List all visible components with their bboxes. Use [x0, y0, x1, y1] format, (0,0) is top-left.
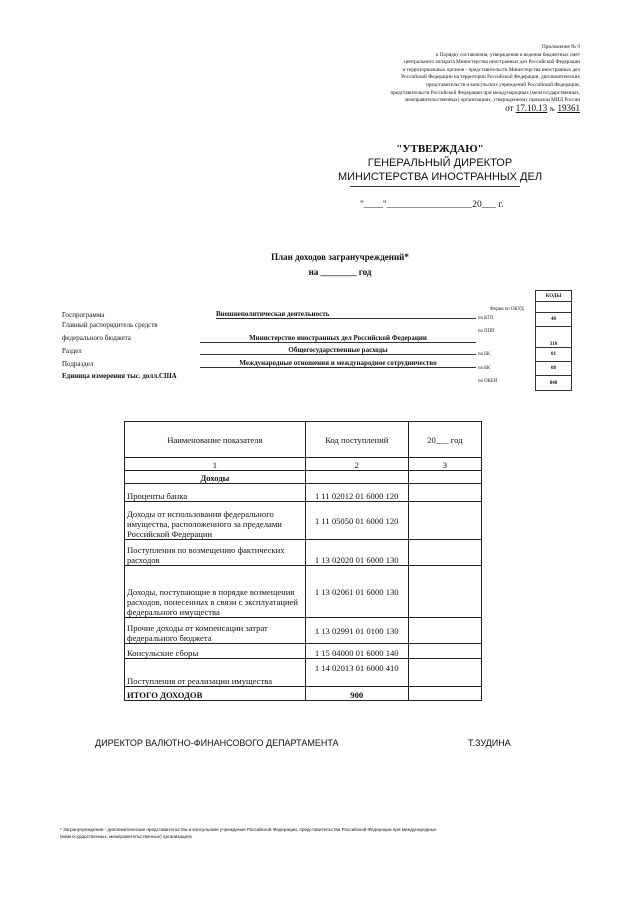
annex-line: к Порядку составления, утверждения и ведения бюджетных смет	[435, 51, 580, 58]
approval-position-1: ГЕНЕРАЛЬНЫЙ ДИРЕКТОР	[367, 157, 513, 169]
annex-number-prefix: №	[549, 106, 556, 113]
row-value	[408, 484, 481, 502]
table-row	[125, 644, 482, 659]
annex-date-prefix: от	[505, 102, 514, 113]
approval-date-line: "____"__________________20___ г.	[360, 200, 504, 210]
row-code: 1 11 02012 01 6000 120	[305, 484, 408, 502]
row-value	[408, 502, 481, 540]
approval-title: "УТВЕРЖДАЮ"	[396, 143, 484, 155]
code-cell	[536, 302, 572, 313]
annex-block	[300, 44, 580, 114]
row-value	[408, 644, 481, 659]
annex-line: и территориальных органов - представительств Министерства иностранных дел	[402, 66, 580, 73]
annex-line: Российской Федерации на территории Российской Федерации, дипломатических	[401, 74, 580, 81]
row-name: Проценты банка	[125, 484, 306, 502]
footnote-mark: *	[60, 827, 62, 832]
row-value	[408, 618, 481, 644]
table-header-row	[125, 422, 482, 458]
row-name: Консульские сборы	[125, 644, 306, 659]
column-number: 1	[125, 458, 306, 471]
code-label: по ОКЕИ	[478, 379, 498, 384]
signature-block	[95, 738, 520, 748]
annex-line: Приложение № 9	[542, 44, 580, 50]
column-number-row	[125, 458, 482, 471]
total-code: 900	[305, 687, 408, 701]
table-row	[125, 484, 482, 502]
subsection-label: Подраздел	[62, 360, 94, 368]
section-row	[125, 471, 482, 484]
row-name: Прочие доходы от компенсации затрат федерального бюджета	[125, 618, 306, 644]
code-label: по БК	[478, 352, 491, 357]
plan-title: План доходов загранучреждений*	[271, 252, 409, 262]
code-cell: 08	[536, 362, 572, 376]
codes-table	[535, 290, 572, 391]
total-label: ИТОГО ДОХОДОВ	[125, 687, 306, 701]
manager-label-2: федерального бюджета	[62, 334, 131, 342]
table-row	[125, 618, 482, 644]
annex-line: представительств Российской Федерации при международных (межгосударственных,	[390, 89, 580, 96]
annex-line: межправительственных) организациях, утвержденному приказом МИД России	[405, 97, 580, 104]
program-label: Госпрограмма	[62, 311, 105, 319]
annex-date-line	[300, 102, 580, 115]
signature-name: Т.ЗУДИНА	[468, 738, 511, 748]
row-code: 1 13 02020 01 6000 130	[305, 540, 408, 566]
code-label: по ППП	[478, 329, 495, 334]
row-code: 1 13 02991 01 0100 130	[305, 618, 408, 644]
row-code: 1 13 02061 01 6000 130	[305, 566, 408, 618]
code-cell: 310	[536, 327, 572, 348]
table-row	[125, 659, 482, 687]
code-cell: 40	[536, 313, 572, 327]
plan-subtitle: на ________ год	[308, 267, 372, 277]
column-number: 2	[305, 458, 408, 471]
table-row	[125, 540, 482, 566]
manager-value: Министерство иностранных дел Российской Федерации	[200, 334, 476, 343]
code-cell: 01	[536, 348, 572, 362]
header-code: Код поступлений	[305, 422, 408, 458]
header-name: Наименование показателя	[125, 422, 306, 458]
approval-signature-line	[350, 186, 520, 187]
footnote-line-1	[60, 826, 540, 833]
row-name: Поступления от реализации имущества	[125, 659, 306, 687]
codes-header: КОДЫ	[536, 291, 572, 302]
section-value: Общегосударственные расходы	[200, 346, 476, 355]
manager-label-1: Главный распорядитель средств	[62, 321, 158, 329]
row-value	[408, 659, 481, 687]
code-label: Форма по ОКУД	[490, 307, 524, 312]
header-value: 20___ год	[408, 422, 481, 458]
total-row	[125, 687, 482, 701]
signature-position: ДИРЕКТОР ВАЛЮТНО-ФИНАНСОВОГО ДЕПАРТАМЕНТА	[95, 738, 339, 748]
footnote-text-1: Загранучреждения - дипломатические представительства и консульские учреждения Российской Федерации, представительства Российской Федерации при международных	[63, 827, 437, 832]
empty-cell	[408, 471, 481, 484]
total-value	[408, 687, 481, 701]
annex-number: 19361	[557, 102, 580, 113]
footnote-text-2: (межгосударственных, межправительственных) организациях	[60, 834, 192, 839]
approval-position-2: МИНИСТЕРСТВА ИНОСТРАННЫХ ДЕЛ	[337, 171, 543, 183]
code-label: по БК	[478, 366, 491, 371]
row-value	[408, 540, 481, 566]
footnote	[60, 826, 540, 840]
code-label: по КГП	[478, 316, 494, 321]
program-value: Внешнеполитическая деятельность	[216, 310, 476, 319]
annex-date: 17.10.13	[515, 102, 548, 113]
row-value	[408, 566, 481, 618]
plan-title-block	[180, 250, 500, 280]
approval-block	[300, 142, 580, 184]
column-number: 3	[408, 458, 481, 471]
row-name: Доходы от использования федерального имущества, расположенного за пределами Российской Федерации	[125, 502, 306, 540]
table-row	[125, 566, 482, 618]
row-code: 1 11 05050 01 6000 120	[305, 502, 408, 540]
row-name: Доходы, поступающие в порядке возмещения расходов, понесенных в связи с эксплуатацией федерального имущества	[125, 566, 306, 618]
income-table	[124, 421, 482, 701]
empty-cell	[305, 471, 408, 484]
section-title: Доходы	[125, 471, 306, 484]
section-label: Раздел	[62, 347, 82, 355]
annex-line: центрального аппарата Министерства иностранных дел Российской Федерации	[404, 59, 580, 66]
row-name: Поступления по возмещению фактических расходов	[125, 540, 306, 566]
row-code: 1 14 02013 01 6000 410	[305, 659, 408, 687]
row-code: 1 15 04000 01 6000 140	[305, 644, 408, 659]
subsection-value: Международные отношения и международное сотрудничество	[200, 359, 476, 368]
code-cell: 840	[536, 376, 572, 391]
unit-label: Единица измерения тыс. долл.США	[62, 372, 177, 380]
annex-line: представительств и консульских учреждений Российской Федерации,	[426, 81, 580, 88]
table-row	[125, 502, 482, 540]
